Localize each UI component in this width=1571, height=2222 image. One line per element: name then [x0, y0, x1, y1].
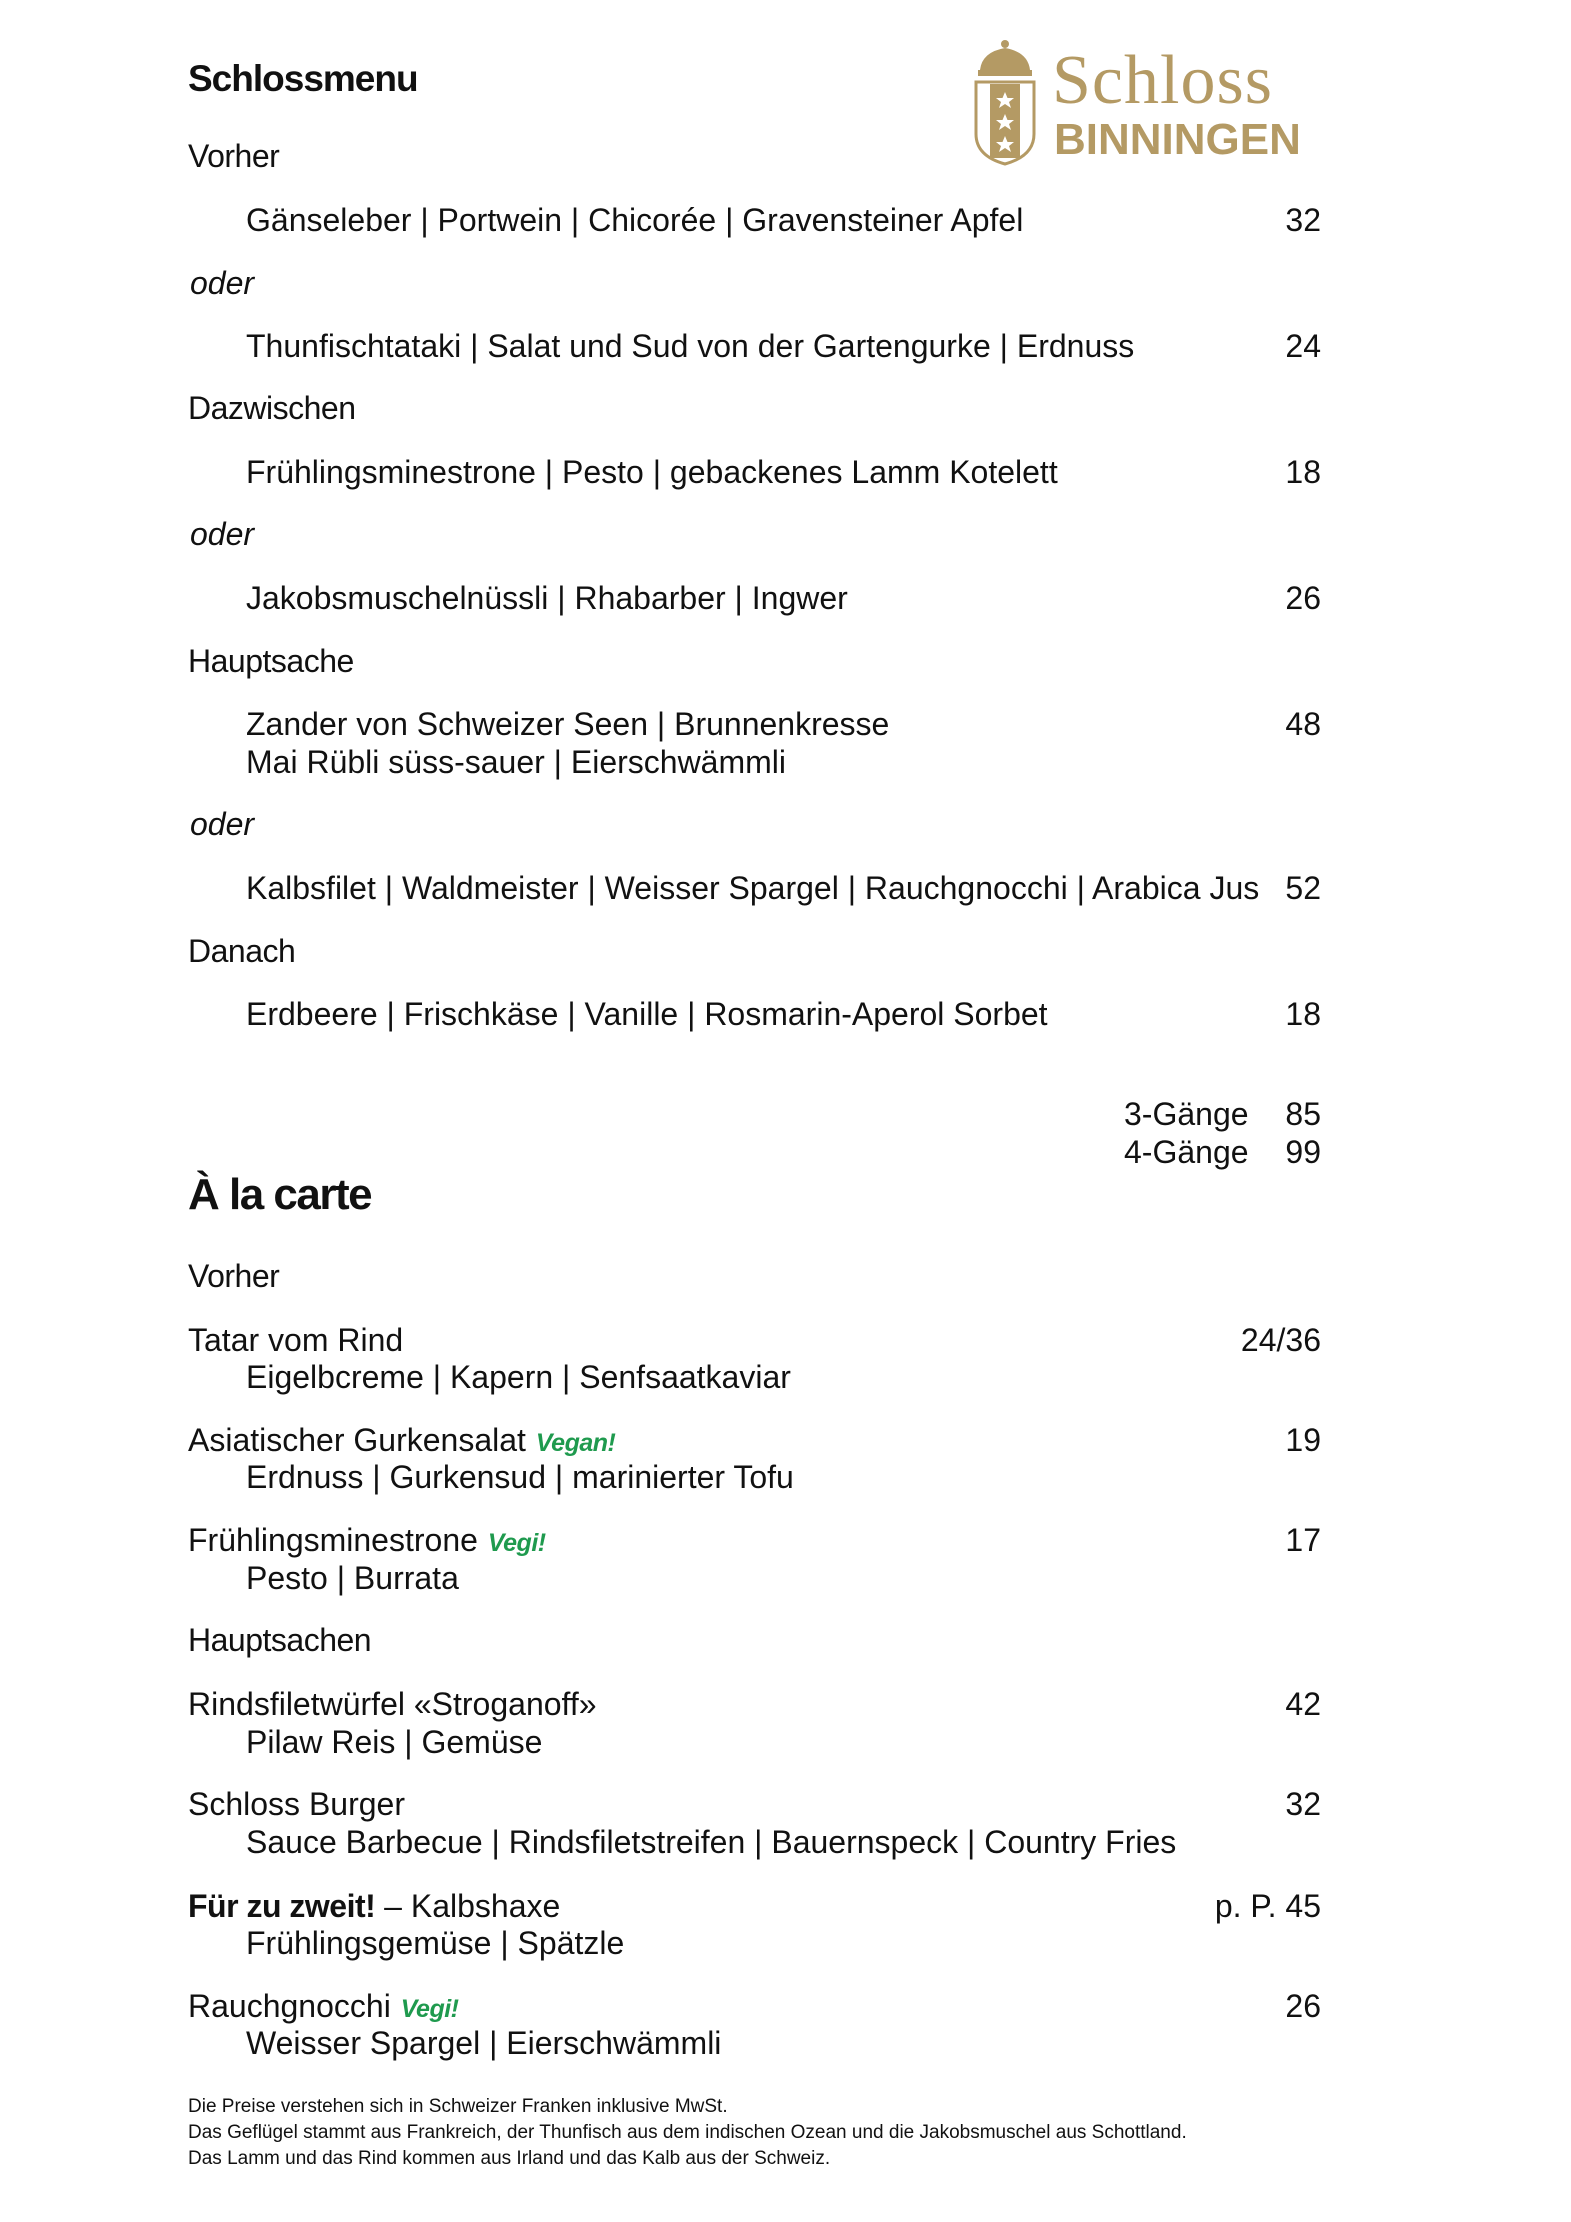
dish-description: Frühlingsgemüse | Spätzle: [246, 1925, 625, 1961]
menu-item: Jakobsmuschelnüssli | Rhabarber | Ingwer: [246, 580, 848, 616]
dish-name: Tatar vom Rind: [188, 1322, 404, 1358]
logo-word-binningen: BINNINGEN: [1054, 115, 1301, 164]
menu-item-price: 48: [1285, 706, 1321, 742]
menu-item-line2: Mai Rübli süss-sauer | Eierschwämmli: [246, 744, 786, 780]
course-price: 99: [1285, 1134, 1321, 1170]
menu-item-price: 18: [1285, 454, 1321, 490]
dish-price: 26: [1285, 1988, 1321, 2024]
section-heading: Hauptsachen: [188, 1622, 372, 1658]
menu-item: Kalbsfilet | Waldmeister | Weisser Spargel | Rauchgnocchi | Arabica Jus: [246, 870, 1260, 906]
menu-item: Gänseleber | Portwein | Chicorée | Gravensteiner Apfel: [246, 202, 1024, 238]
menu-item-price: 24: [1285, 328, 1321, 364]
logo-word-schloss: Schloss: [1052, 42, 1273, 119]
crest-icon: [970, 38, 1040, 166]
menu-item-price: 52: [1285, 870, 1321, 906]
dish-name: Schloss Burger: [188, 1786, 405, 1822]
oder-separator: oder: [190, 806, 255, 842]
course-label: 4-Gänge: [1124, 1134, 1249, 1170]
menu-item-price: 18: [1285, 996, 1321, 1032]
menu-item: Thunfischtataki | Salat und Sud von der Gartengurke | Erdnuss: [246, 328, 1135, 364]
dish-description: Eigelbcreme | Kapern | Senfsaatkaviar: [246, 1359, 791, 1395]
course-label: 3-Gänge: [1124, 1096, 1249, 1132]
menu-item: Frühlingsminestrone | Pesto | gebackenes Lamm Kotelett: [246, 454, 1058, 490]
dish-name-highlight: Für zu zweit!: [188, 1888, 376, 1924]
dish-price: 32: [1285, 1786, 1321, 1822]
vegi-badge: Vegi!: [487, 1529, 546, 1557]
vegan-badge: Vegan!: [535, 1429, 616, 1457]
dish-price: 42: [1285, 1686, 1321, 1722]
section-heading: Vorher: [188, 138, 280, 174]
dish-description: Pilaw Reis | Gemüse: [246, 1724, 543, 1760]
vegi-badge: Vegi!: [400, 1995, 459, 2023]
section-heading: Hauptsache: [188, 643, 354, 679]
footer-note: Das Geflügel stammt aus Frankreich, der Thunfisch aus dem indischen Ozean und die Jakobsmuschel aus Schottland.: [188, 2122, 1187, 2143]
dish-price: p. P. 45: [1214, 1888, 1321, 1924]
dish-description: Weisser Spargel | Eierschwämmli: [246, 2025, 722, 2061]
dish-price: 24/36: [1240, 1322, 1321, 1358]
section-heading: Danach: [188, 933, 296, 969]
dish-name-row: [188, 1888, 560, 1925]
dish-name: Frühlingsminestrone: [188, 1522, 478, 1558]
dish-description: Erdnuss | Gurkensud | marinierter Tofu: [246, 1459, 794, 1495]
menu-item: Zander von Schweizer Seen | Brunnenkresse: [246, 706, 890, 742]
menu-item-price: 32: [1285, 202, 1321, 238]
dish-name: – Kalbshaxe: [375, 1888, 561, 1924]
alacarte-title: À la carte: [188, 1170, 372, 1219]
dish-price: 17: [1285, 1522, 1321, 1558]
dish-name: Asiatischer Gurkensalat: [188, 1422, 526, 1458]
dish-name-row: [188, 1988, 459, 2025]
menu-item-price: 26: [1285, 580, 1321, 616]
dish-description: Sauce Barbecue | Rindsfiletstreifen | Bauernspeck | Country Fries: [246, 1824, 1177, 1860]
oder-separator: oder: [190, 516, 255, 552]
dish-name: Rindsfiletwürfel «Stroganoff»: [188, 1686, 597, 1722]
course-price: 85: [1285, 1096, 1321, 1132]
dish-price: 19: [1285, 1422, 1321, 1458]
dish-description: Pesto | Burrata: [246, 1560, 459, 1596]
menu-item: Erdbeere | Frischkäse | Vanille | Rosmarin-Aperol Sorbet: [246, 996, 1048, 1032]
footer-note: Die Preise verstehen sich in Schweizer Franken inklusive MwSt.: [188, 2096, 728, 2117]
section-heading: Dazwischen: [188, 390, 356, 426]
dish-name: Rauchgnocchi: [188, 1988, 391, 2024]
dish-name-row: [188, 1522, 546, 1559]
section-heading: Vorher: [188, 1258, 280, 1294]
dish-name-row: [188, 1422, 615, 1459]
oder-separator: oder: [190, 265, 255, 301]
footer-note: Das Lamm und das Rind kommen aus Irland und das Kalb aus der Schweiz.: [188, 2148, 831, 2169]
logo: [970, 38, 1350, 173]
page-title: Schlossmenu: [188, 58, 418, 99]
